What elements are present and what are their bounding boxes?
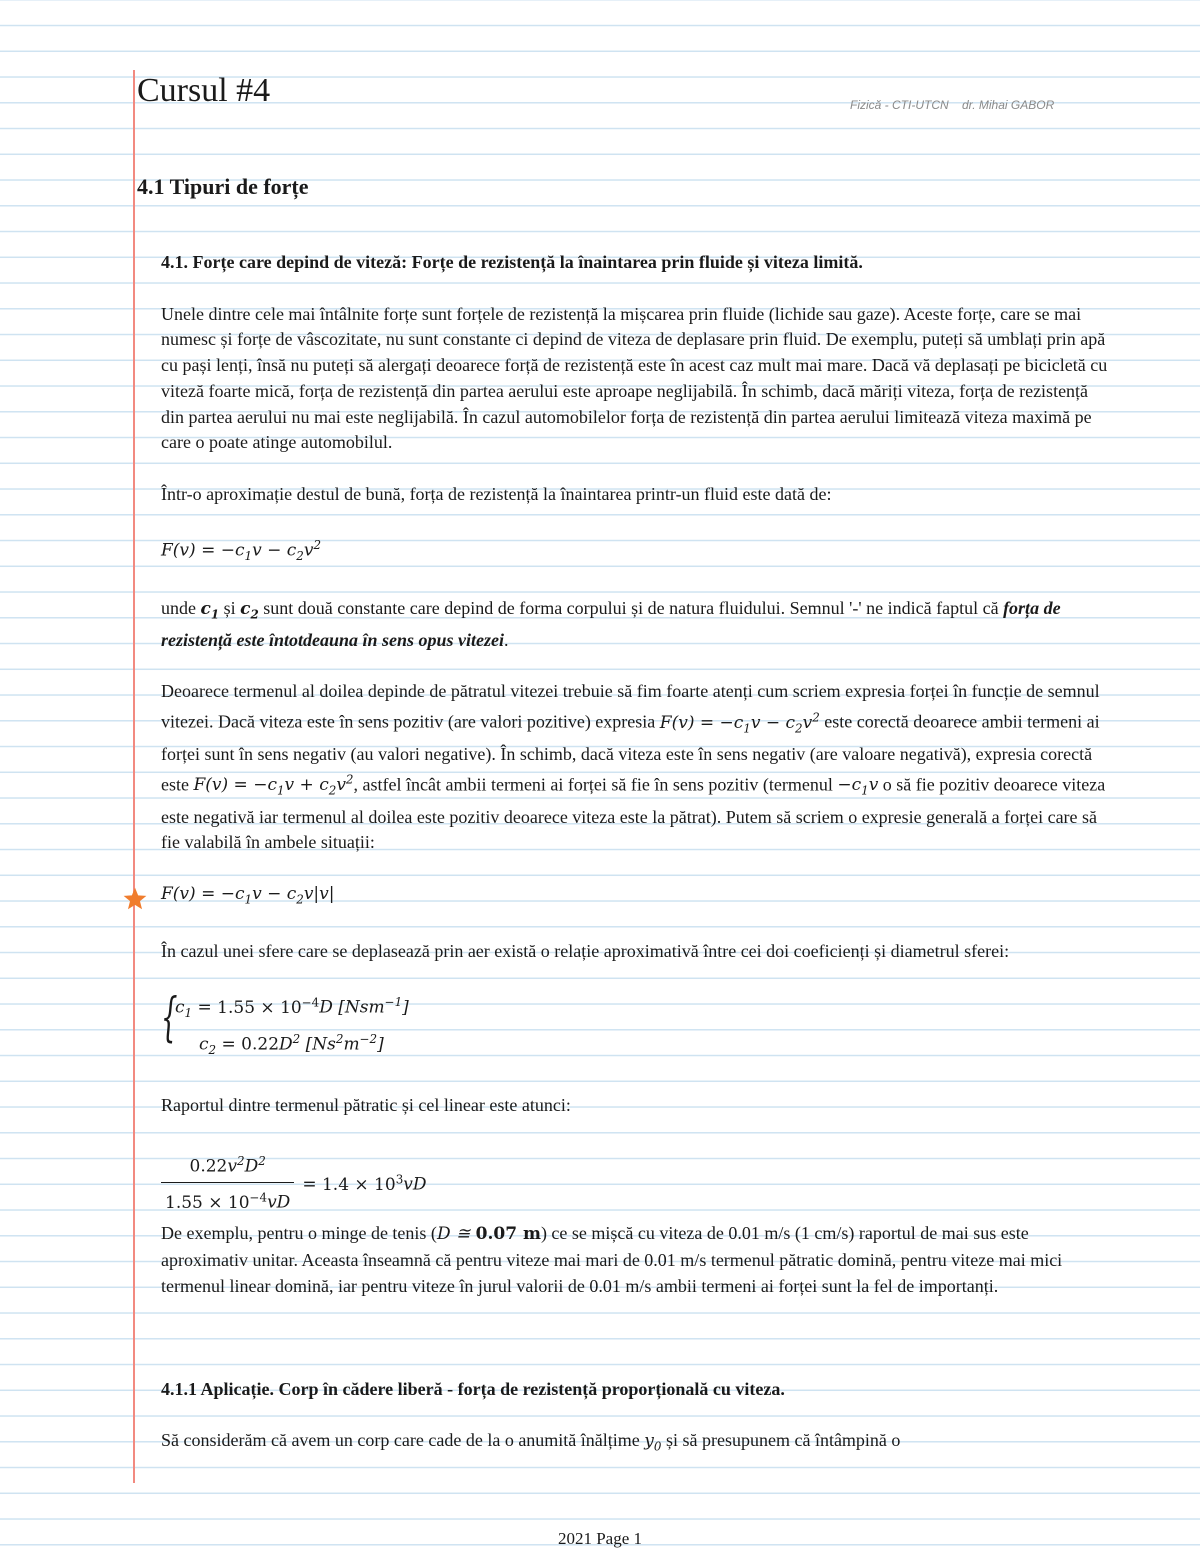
paragraph: Într-o aproximație destul de bună, forța de rezistență la înaintarea printr-un fluid este dată de: — [161, 483, 832, 504]
page-title: Cursul #4 — [137, 72, 271, 109]
paragraph: unde $c_1$ și $c_2$ sunt două constante care depind de forma corpului și de natura fluidului. Semnul '-' ne indică faptul că forța de rezistență este întotdeauna în sens opus vitezei. — [161, 597, 1061, 650]
document-body — [161, 250, 1111, 1461]
drag-force-equation: $F(v) = -c_1v - c_2v^2$ — [161, 538, 322, 564]
paragraph: Unele dintre cele mai întâlnite forțe sunt forțele de rezistență la mișcarea prin fluide (lichide sau gaze). Aceste forțe, care se mai numesc și forțe de vâscozitate, nu sunt constante ci depind de viteza de deplasare prin fluid. De exemplu, puteți să umblați prin apă cu pași lenți, însă nu puteți să alergați deoarece forță de rezistență este în acest caz mult mai mare. Dacă vă deplasați pe bicicletă cu viteză foarte mică, forța de rezistență din partea aerului este aproape neglijabilă. În schimb, dacă măriți viteza, forța de rezistență din partea aerului nu mai este neglijabilă. În cazul automobilelor forța de rezistență din partea aerului limitează viteza maximă pe care o poate atinge automobilul. — [161, 303, 1108, 453]
paragraph: În cazul unei sfere care se deplasează prin aer există o relație aproximativă între cei doi coeficienți și diametrul sferei: — [161, 940, 1010, 961]
course-meta: Fizică - CTI-UTCN dr. Mihai GABOR — [850, 98, 1055, 112]
paragraph: Raportul dintre termenul pătratic și cel linear este atunci: — [161, 1094, 571, 1115]
subsection-heading: 4.1. Forțe care depind de viteză: Forțe de rezistență la înaintarea prin fluide și viteza limită. — [161, 252, 863, 272]
notebook-margin-line — [133, 70, 135, 1483]
section-title: 4.1 Tipuri de forțe — [137, 174, 309, 199]
ratio-equation: $\frac{0.22v^2D^2}{1.55 \times 10^{-4}vD}$ = $1.4 \times 10^3vD$ — [161, 1144, 1111, 1221]
paragraph: De exemplu, pentru o minge de tenis (D ≅ 0.07 m) ce se mișcă cu viteza de 0.01 m/s (1 cm/s) raportul de mai sus este aproximativ unitar. Aceasta înseamnă că pentru viteze mai mari de 0.01 m/s termenul pătratic domină, pentru viteze mai mici termenul linear domină, iar pentru viteze în jurul valorii de 0.01 m/s ambii termeni ai forței sunt la fel de importanți. — [161, 1223, 1063, 1296]
general-drag-equation: $F(v) = -c_1v - c_2v|v|$ — [161, 883, 335, 907]
star-icon — [122, 886, 148, 912]
coefficients-system: { $c_1 = 1.55 \times 10^{-4}D$ [Nsm$^{-1}$] $c_2 = 0.22D^2$ $[Ns^2m^{-2}]$ — [161, 988, 409, 1058]
paragraph: Deoarece termenul al doilea depinde de pătratul vitezei trebuie să fim foarte atenți cum scriem expresia forței în funcție de semnul vitezei. Dacă viteza este în sens pozitiv (are valori pozitive) expresia $F(v) = -c_1v - c_2v^2$ este corectă deoarece ambii termeni ai forței sunt în sens negativ (au valori negative). În schimb, dacă viteza este în sens negativ (are valoare negativă), expresia corectă este $F(v) = -c_1v + c_2v^2$, astfel încât ambii termeni ai forței să fie în sens pozitiv (termenul $-c_1v$ o să fie pozitiv deoarece viteza este negativă iar termenul al doilea este pozitiv deoarece viteza este la pătrat). Putem să scriem o expresie generală a forței care să fie valabilă în ambele situații: — [161, 681, 1106, 853]
subsection-heading: 4.1.1 Aplicație. Corp în cădere liberă - forța de rezistență proporțională cu viteza. — [161, 1378, 785, 1399]
paragraph: Să considerăm că avem un corp care cade de la o anumită înălțime $y_0$ și să presupunem că întâmpină o — [161, 1430, 901, 1454]
emphasis-text: forța de rezistență este întotdeauna în sens opus vitezei — [161, 597, 1061, 650]
page-footer: 2021 Page 1 — [557, 1529, 643, 1548]
